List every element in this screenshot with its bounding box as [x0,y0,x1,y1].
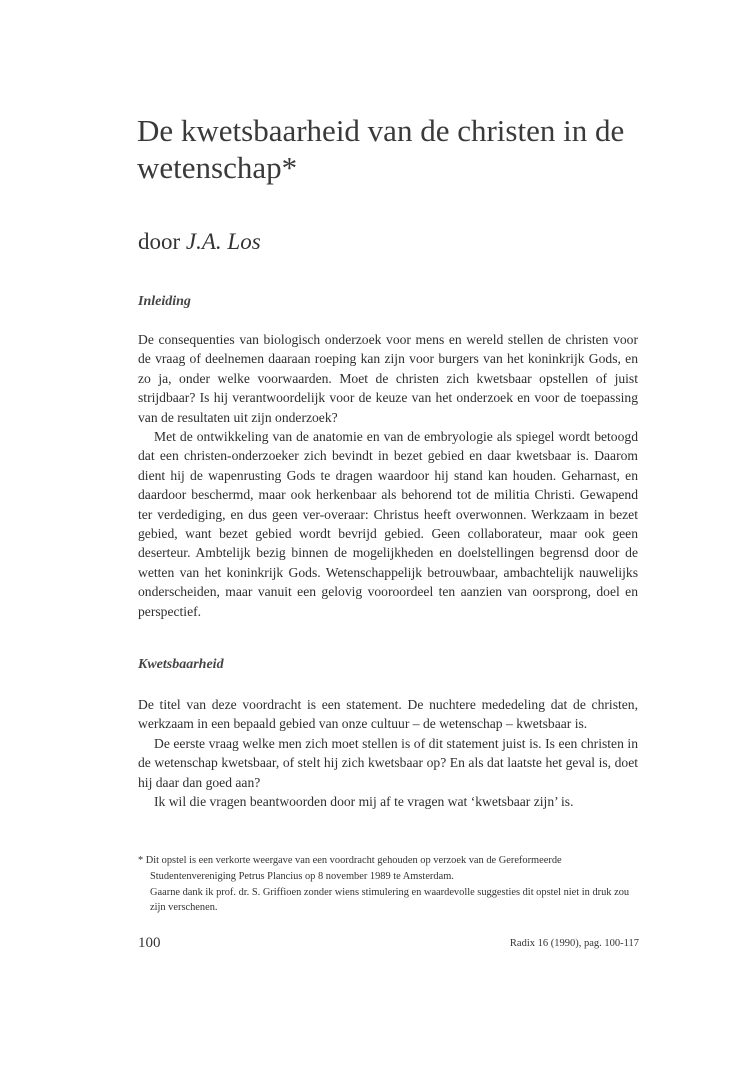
byline [138,228,261,256]
paragraph: De titel van deze voordracht is een statement. De nuchtere mededeling dat de christen, werkzaam in een bepaald gebied van onze cultuur – de wetenschap – kwetsbaar is. [138,697,638,732]
footnote [138,853,638,916]
byline-prefix: door [138,229,186,254]
footnote-line: * Dit opstel is een verkorte weergave van een voordracht gehouden op verzoek van de Gereformeerde Studentenvereniging Petrus Plancius op 8 november 1989 te Amsterdam. [138,855,562,882]
section-heading-inleiding: Inleiding [138,294,191,309]
page-number: 100 [138,935,161,951]
journal-citation: Radix 16 (1990), pag. 100-117 [509,938,639,949]
section-heading-kwetsbaarheid: Kwetsbaarheid [138,657,224,672]
paragraph: De consequenties van biologisch onderzoek voor mens en wereld stellen de christen voor de vraag of deelnemen daaraan roeping kan zijn voor burgers van het koninkrijk Gods, en zo ja, onder welke voorwaarden. Moet de christen zich kwetsbaar opstellen of juist strijdbaar? Is hij verantwoordelijk voor de keuze van het onderzoek en voor de toepassing van de resultaten uit zijn onderzoek? [138,332,638,425]
paragraph: Met de ontwikkeling van de anatomie en van de embryologie als spiegel wordt betoogd dat een christen-onderzoeker zich bevindt in bezet gebied en daar kwetsbaar is. Daarom dient hij de wapenrusting Gods te dragen waardoor hij stand kan houden. Geharnast, en daardoor beschermd, maar ook herkenbaar als behorend tot de militia Christi. Gewapend ter verdediging, en dus geen ver-overaar: Christus heeft overwonnen. Werkzaam in bezet gebied, want bezet gebied wordt bevrijd gebied. Geen collaborateur, maar ook geen deserteur. Ambtelijk bezig binnen de mogelijkheden en doelstellingen begrensd door de wetten van het koninkrijk Gods. Wetenschappelijk betrouwbaar, ambachtelijk nauwelijks onderscheiden, maar vanuit een gelovig vooroordeel ten aanzien van oorsprong, doel en perspectief. [138,429,638,619]
article-title: De kwetsbaarheid van de christen in de wetenschap* [137,113,625,185]
section-body-kwetsbaarheid [138,695,638,811]
author-name: J.A. Los [185,229,261,254]
paragraph: Ik wil die vragen beantwoorden door mij af te vragen wat ‘kwetsbaar zijn’ is. [154,794,574,810]
footnote-line: Gaarne dank ik prof. dr. S. Griffioen zonder wiens stimulering en waardevolle suggesties dit opstel niet in druk zou zijn verschenen. [150,886,630,914]
paragraph: De eerste vraag welke men zich moet stellen is of dit statement juist is. Is een christen in de wetenschap kwetsbaar, of stelt hij zich kwetsbaar op? En als dat laatste het geval is, doet hij daar dan goed aan? [138,735,638,790]
section-body-inleiding [138,330,638,621]
